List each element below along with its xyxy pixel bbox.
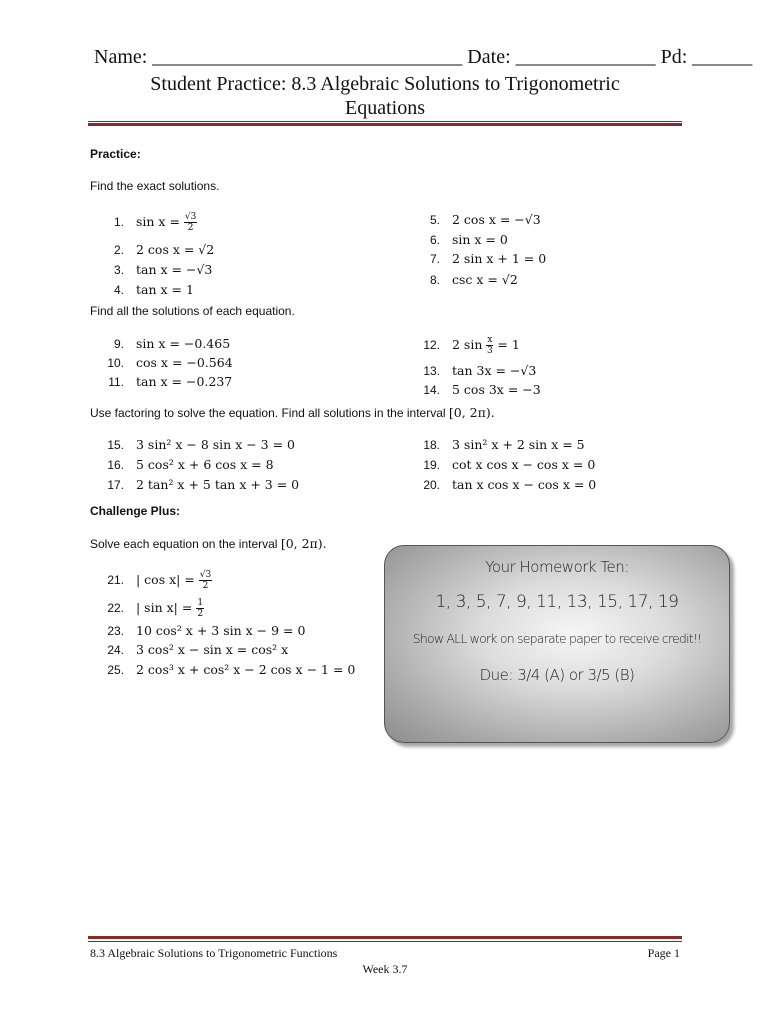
- header-rule-thick: [88, 123, 682, 126]
- problem-10: 10. cos x = −0.564: [107, 355, 233, 370]
- problem-12: 12. 2 sin $\frac{x}{3}$ = 1: [423, 335, 520, 356]
- instruction-interval: Solve each equation on the interval [0, 2π).: [90, 536, 327, 551]
- problem-11: 11. tan x = −0.237: [108, 374, 233, 389]
- page-number: Page 1: [647, 946, 680, 960]
- problem-17: 17. 2 tan² x + 5 tan x + 3 = 0: [107, 477, 300, 492]
- page-title-line2: Equations: [345, 97, 425, 119]
- page-title: [90, 72, 680, 120]
- fraction: $\frac{√3}{2}$: [199, 570, 212, 591]
- problem-2: 2. 2 cos x = √2: [113, 242, 215, 257]
- name-date-period-line: Name: _______________________________ Date: ______________ Pd: ______: [94, 46, 753, 68]
- homework-title: Your Homework Ten:: [485, 558, 629, 576]
- homework-problems: 1, 3, 5, 7, 9, 11, 13, 15, 17, 19: [435, 592, 679, 612]
- instruction-exact: Find the exact solutions.: [90, 179, 220, 193]
- challenge-heading: Challenge Plus:: [90, 504, 181, 518]
- instruction-factoring: Use factoring to solve the equation. Find all solutions in the interval [0, 2π).: [90, 405, 495, 420]
- problem-19: 19. cot x cos x − cos x = 0: [423, 457, 596, 472]
- instruction-all-solutions: Find all the solutions of each equation.: [90, 304, 295, 318]
- page-title-line1: Student Practice: 8.3 Algebraic Solutions to Trigonometric: [150, 73, 620, 95]
- practice-heading: Practice:: [90, 147, 141, 161]
- footer-week: Week 3.7: [362, 962, 408, 976]
- fraction: $\frac{√3}{2}$: [184, 212, 197, 233]
- header-rule-thin: [88, 121, 682, 122]
- homework-box: [384, 545, 730, 743]
- problem-18: 18. 3 sin² x + 2 sin x = 5: [423, 437, 585, 452]
- homework-due-date: Due: 3/4 (A) or 3/5 (B): [479, 666, 635, 684]
- footer-rule-thick: [88, 936, 682, 939]
- problem-5: 5. 2 cos x = −√3: [429, 212, 541, 227]
- problem-16: 16. 5 cos² x + 6 cos x = 8: [107, 457, 274, 472]
- homework-instructions: Show ALL work on separate paper to receive credit!!: [412, 631, 702, 646]
- problem-20: 20. tan x cos x − cos x = 0: [423, 477, 597, 492]
- problem-7: 7. 2 sin x + 1 = 0: [429, 251, 547, 266]
- problem-6: 6. sin x = 0: [429, 232, 508, 247]
- problem-9: 9. sin x = −0.465: [113, 336, 231, 351]
- fraction: $\frac{1}{2}$: [197, 598, 204, 619]
- problem-4: 4. tan x = 1: [113, 282, 194, 297]
- problem-22: 22. | sin x| = $\frac{1}{2}$: [107, 598, 204, 619]
- problem-1: 1. sin x = $\frac{√3}{2}$: [113, 212, 197, 233]
- problem-24: 24. 3 cos² x − sin x = cos² x: [107, 642, 289, 657]
- problem-14: 14. 5 cos 3x = −3: [423, 382, 541, 397]
- footer-title: 8.3 Algebraic Solutions to Trigonometric Functions: [90, 946, 338, 960]
- footer-rule-thin: [88, 941, 682, 942]
- problem-8: 8. csc x = √2: [429, 272, 518, 287]
- problem-3: 3. tan x = −√3: [113, 262, 213, 277]
- problem-15: 15. 3 sin² x − 8 sin x − 3 = 0: [107, 437, 296, 452]
- problem-23: 23. 10 cos² x + 3 sin x − 9 = 0: [107, 623, 306, 638]
- problem-25: 25. 2 cos³ x + cos² x − 2 cos x − 1 = 0: [107, 662, 356, 677]
- problem-13: 13. tan 3x = −√3: [423, 363, 537, 378]
- fraction: $\frac{x}{3}$: [487, 335, 493, 356]
- problem-21: 21. | cos x| = $\frac{√3}{2}$: [107, 570, 212, 591]
